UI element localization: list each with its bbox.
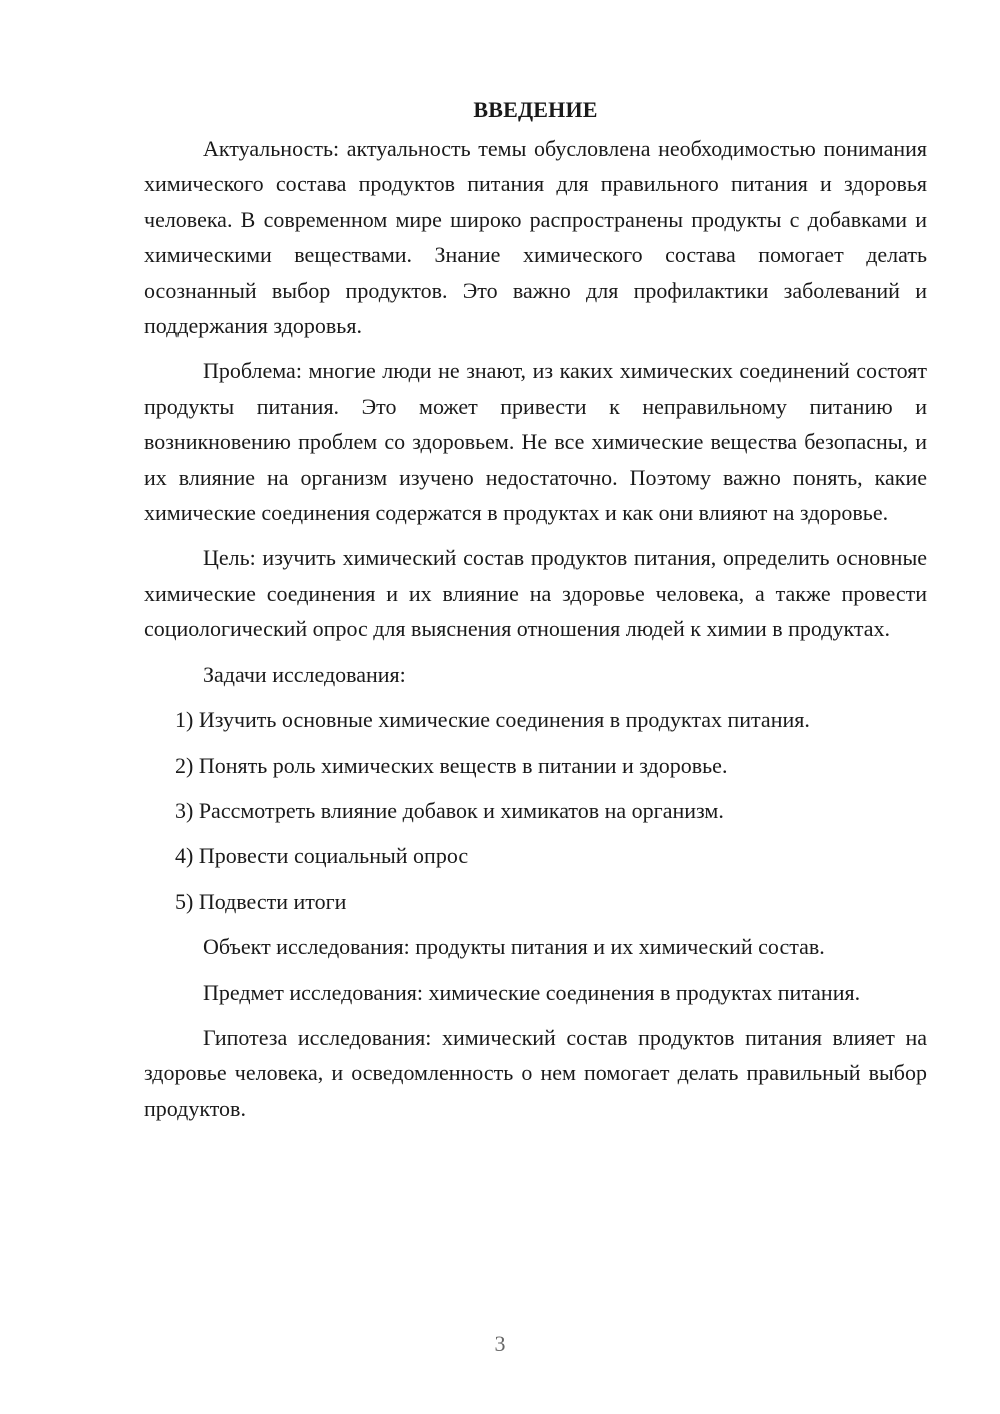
task-item: 3) Рассмотреть влияние добавок и химикатов на организм.	[175, 797, 724, 823]
research-subject-paragraph: Предмет исследования: химические соединения в продуктах питания.	[203, 979, 861, 1005]
section-heading: ВВЕДЕНИЕ	[473, 97, 598, 122]
goal-paragraph: Цель: изучить химический состав продуктов питания, определить основные химические соединения и их влияние на здоровье человека, а также провести социологический опрос для выяснения отношения людей к химии в продуктах.	[144, 545, 927, 642]
research-hypothesis-paragraph: Гипотеза исследования: химический состав продуктов питания влияет на здоровье человека, и осведомленность о нем помогает делать правильный выбор продуктов.	[144, 1024, 927, 1121]
task-item: 1) Изучить основные химические соединения в продуктах питания.	[175, 707, 810, 733]
page-number: 3	[494, 1331, 506, 1356]
tasks-list	[144, 702, 927, 919]
task-item: 2) Понять роль химических веществ в питании и здоровье.	[175, 752, 728, 778]
task-item: 5) Подвести итоги	[175, 888, 347, 914]
tasks-title: Задачи исследования:	[203, 661, 406, 687]
relevance-paragraph: Актуальность: актуальность темы обусловлена необходимостью понимания химического состава продуктов питания для правильного питания и здоровья человека. В современном мире широко распространены продукты с добавками и химическими веществами. Знание химического состава помогает делать осознанный выбор продуктов. Это важно для профилактики заболеваний и поддержания здоровья.	[144, 136, 927, 339]
task-item: 4) Провести социальный опрос	[175, 843, 469, 869]
document-body	[144, 92, 927, 1126]
problem-paragraph: Проблема: многие люди не знают, из каких химических соединений состоят продукты питания. Это может привести к неправильному питанию и возникновению проблем со здоровьем. Не все химические вещества безопасны, и их влияние на организм изучено недостаточно. Поэтому важно понять, какие химические соединения содержатся в продуктах и как они влияют на здоровье.	[144, 358, 927, 526]
research-object-paragraph: Объект исследования: продукты питания и их химический состав.	[203, 934, 825, 960]
